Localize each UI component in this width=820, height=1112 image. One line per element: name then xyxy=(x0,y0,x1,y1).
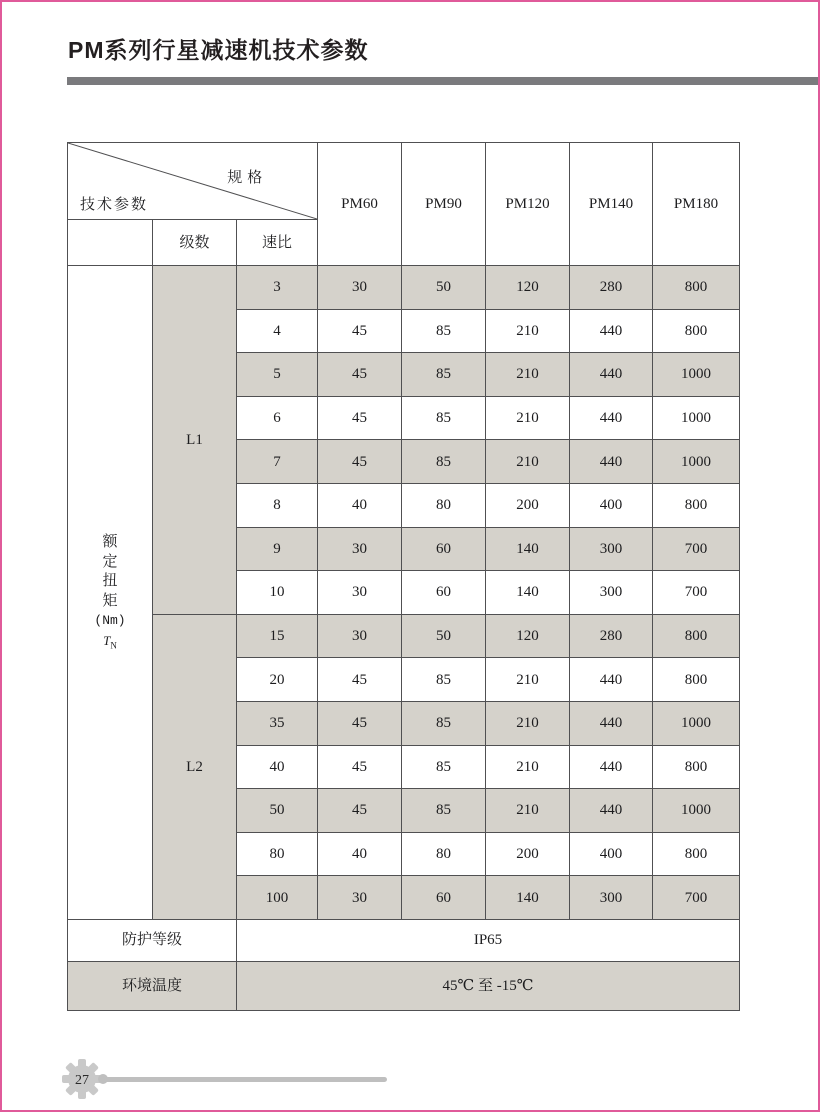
spec-table-body xyxy=(68,266,740,920)
page-number: 27 xyxy=(75,1073,89,1089)
value-cell-pm180: 1000 xyxy=(653,353,740,397)
stage-cell-l1: L1 xyxy=(153,266,237,615)
value-cell-pm120: 120 xyxy=(486,614,570,658)
ratio-cell: 10 xyxy=(237,571,318,615)
ratio-cell: 3 xyxy=(237,266,318,310)
value-cell-pm180: 700 xyxy=(653,527,740,571)
corner-label-params: 技术参数 xyxy=(80,197,149,213)
value-cell-pm140: 440 xyxy=(570,658,653,702)
value-cell-pm180: 800 xyxy=(653,483,740,527)
value-cell-pm180: 800 xyxy=(653,614,740,658)
ratio-cell: 9 xyxy=(237,527,318,571)
value-cell-pm180: 1000 xyxy=(653,396,740,440)
spec-row-l1-3 xyxy=(68,266,740,310)
value-cell-pm60: 45 xyxy=(318,701,402,745)
value-cell-pm60: 45 xyxy=(318,353,402,397)
col-header-pm120: PM120 xyxy=(486,143,570,266)
value-cell-pm60: 45 xyxy=(318,309,402,353)
stage-cell-l2: L2 xyxy=(153,614,237,919)
torque-unit: (Nm) xyxy=(94,613,126,629)
ratio-cell: 7 xyxy=(237,440,318,484)
value-cell-pm140: 300 xyxy=(570,571,653,615)
value-cell-pm90: 85 xyxy=(402,309,486,353)
value-cell-pm60: 30 xyxy=(318,876,402,920)
value-cell-pm140: 440 xyxy=(570,440,653,484)
value-cell-pm140: 440 xyxy=(570,396,653,440)
value-cell-pm120: 210 xyxy=(486,745,570,789)
value-cell-pm140: 400 xyxy=(570,832,653,876)
value-cell-pm120: 210 xyxy=(486,353,570,397)
ratio-cell: 4 xyxy=(237,309,318,353)
col-header-pm140: PM140 xyxy=(570,143,653,266)
ratio-cell: 50 xyxy=(237,789,318,833)
header-row-1 xyxy=(68,143,740,220)
ratio-cell: 6 xyxy=(237,396,318,440)
spec-table-footer xyxy=(68,919,740,1010)
col-header-pm60: PM60 xyxy=(318,143,402,266)
value-cell-pm180: 1000 xyxy=(653,440,740,484)
value-cell-pm90: 85 xyxy=(402,745,486,789)
value-cell-pm180: 800 xyxy=(653,309,740,353)
value-cell-pm140: 440 xyxy=(570,789,653,833)
value-cell-pm120: 140 xyxy=(486,527,570,571)
value-cell-pm60: 45 xyxy=(318,658,402,702)
value-cell-pm120: 210 xyxy=(486,440,570,484)
spec-row-l2-15 xyxy=(68,614,740,658)
value-cell-pm120: 210 xyxy=(486,789,570,833)
corner-cell xyxy=(68,143,318,220)
torque-label: 额定扭矩 xyxy=(102,534,118,609)
value-cell-pm90: 60 xyxy=(402,876,486,920)
footer-divider-line xyxy=(104,1077,387,1082)
value-cell-pm120: 140 xyxy=(486,876,570,920)
value-cell-pm140: 400 xyxy=(570,483,653,527)
value-cell-pm140: 300 xyxy=(570,876,653,920)
value-cell-pm90: 85 xyxy=(402,658,486,702)
temperature-row xyxy=(68,961,740,1010)
ratio-cell: 15 xyxy=(237,614,318,658)
value-cell-pm180: 800 xyxy=(653,266,740,310)
value-cell-pm90: 50 xyxy=(402,614,486,658)
spec-table xyxy=(67,142,740,1011)
ratio-cell: 8 xyxy=(237,483,318,527)
spec-table-header xyxy=(68,143,740,266)
value-cell-pm120: 120 xyxy=(486,266,570,310)
value-cell-pm140: 440 xyxy=(570,353,653,397)
temperature-value: 45℃ 至 -15℃ xyxy=(237,961,740,1010)
subheader-stage: 级数 xyxy=(153,220,237,266)
value-cell-pm180: 800 xyxy=(653,658,740,702)
value-cell-pm90: 85 xyxy=(402,440,486,484)
value-cell-pm90: 85 xyxy=(402,701,486,745)
value-cell-pm90: 80 xyxy=(402,483,486,527)
value-cell-pm60: 40 xyxy=(318,832,402,876)
value-cell-pm140: 280 xyxy=(570,614,653,658)
ratio-cell: 35 xyxy=(237,701,318,745)
value-cell-pm140: 440 xyxy=(570,745,653,789)
ratio-cell: 80 xyxy=(237,832,318,876)
protection-label: 防护等级 xyxy=(68,919,237,961)
protection-value: IP65 xyxy=(237,919,740,961)
value-cell-pm60: 30 xyxy=(318,527,402,571)
ratio-cell: 40 xyxy=(237,745,318,789)
col-header-pm180: PM180 xyxy=(653,143,740,266)
value-cell-pm90: 85 xyxy=(402,789,486,833)
value-cell-pm140: 440 xyxy=(570,309,653,353)
torque-symbol: $T_N$ xyxy=(103,633,117,651)
value-cell-pm60: 30 xyxy=(318,614,402,658)
ratio-cell: 100 xyxy=(237,876,318,920)
value-cell-pm60: 45 xyxy=(318,789,402,833)
corner-label-spec: 规格 xyxy=(227,169,268,186)
value-cell-pm180: 1000 xyxy=(653,701,740,745)
value-cell-pm120: 210 xyxy=(486,701,570,745)
value-cell-pm120: 210 xyxy=(486,396,570,440)
value-cell-pm90: 60 xyxy=(402,571,486,615)
value-cell-pm90: 80 xyxy=(402,832,486,876)
value-cell-pm180: 800 xyxy=(653,745,740,789)
subheader-ratio: 速比 xyxy=(237,220,318,266)
value-cell-pm60: 45 xyxy=(318,440,402,484)
value-cell-pm90: 85 xyxy=(402,353,486,397)
torque-header-cell xyxy=(68,266,153,920)
value-cell-pm90: 50 xyxy=(402,266,486,310)
value-cell-pm120: 210 xyxy=(486,658,570,702)
value-cell-pm180: 800 xyxy=(653,832,740,876)
temperature-label: 环境温度 xyxy=(68,961,237,1010)
col-header-pm90: PM90 xyxy=(402,143,486,266)
value-cell-pm60: 30 xyxy=(318,571,402,615)
value-cell-pm140: 440 xyxy=(570,701,653,745)
value-cell-pm180: 700 xyxy=(653,571,740,615)
value-cell-pm60: 45 xyxy=(318,396,402,440)
value-cell-pm140: 280 xyxy=(570,266,653,310)
ratio-cell: 5 xyxy=(237,353,318,397)
value-cell-pm60: 45 xyxy=(318,745,402,789)
value-cell-pm120: 200 xyxy=(486,832,570,876)
value-cell-pm90: 60 xyxy=(402,527,486,571)
ratio-cell: 20 xyxy=(237,658,318,702)
value-cell-pm60: 40 xyxy=(318,483,402,527)
value-cell-pm90: 85 xyxy=(402,396,486,440)
page-title: PM系列行星减速机技术参数 xyxy=(68,37,369,63)
title-underline-bar xyxy=(67,77,818,85)
value-cell-pm180: 1000 xyxy=(653,789,740,833)
value-cell-pm120: 210 xyxy=(486,309,570,353)
value-cell-pm180: 700 xyxy=(653,876,740,920)
value-cell-pm60: 30 xyxy=(318,266,402,310)
protection-row xyxy=(68,919,740,961)
empty-subheader-cell xyxy=(68,220,153,266)
value-cell-pm120: 140 xyxy=(486,571,570,615)
value-cell-pm140: 300 xyxy=(570,527,653,571)
value-cell-pm120: 200 xyxy=(486,483,570,527)
